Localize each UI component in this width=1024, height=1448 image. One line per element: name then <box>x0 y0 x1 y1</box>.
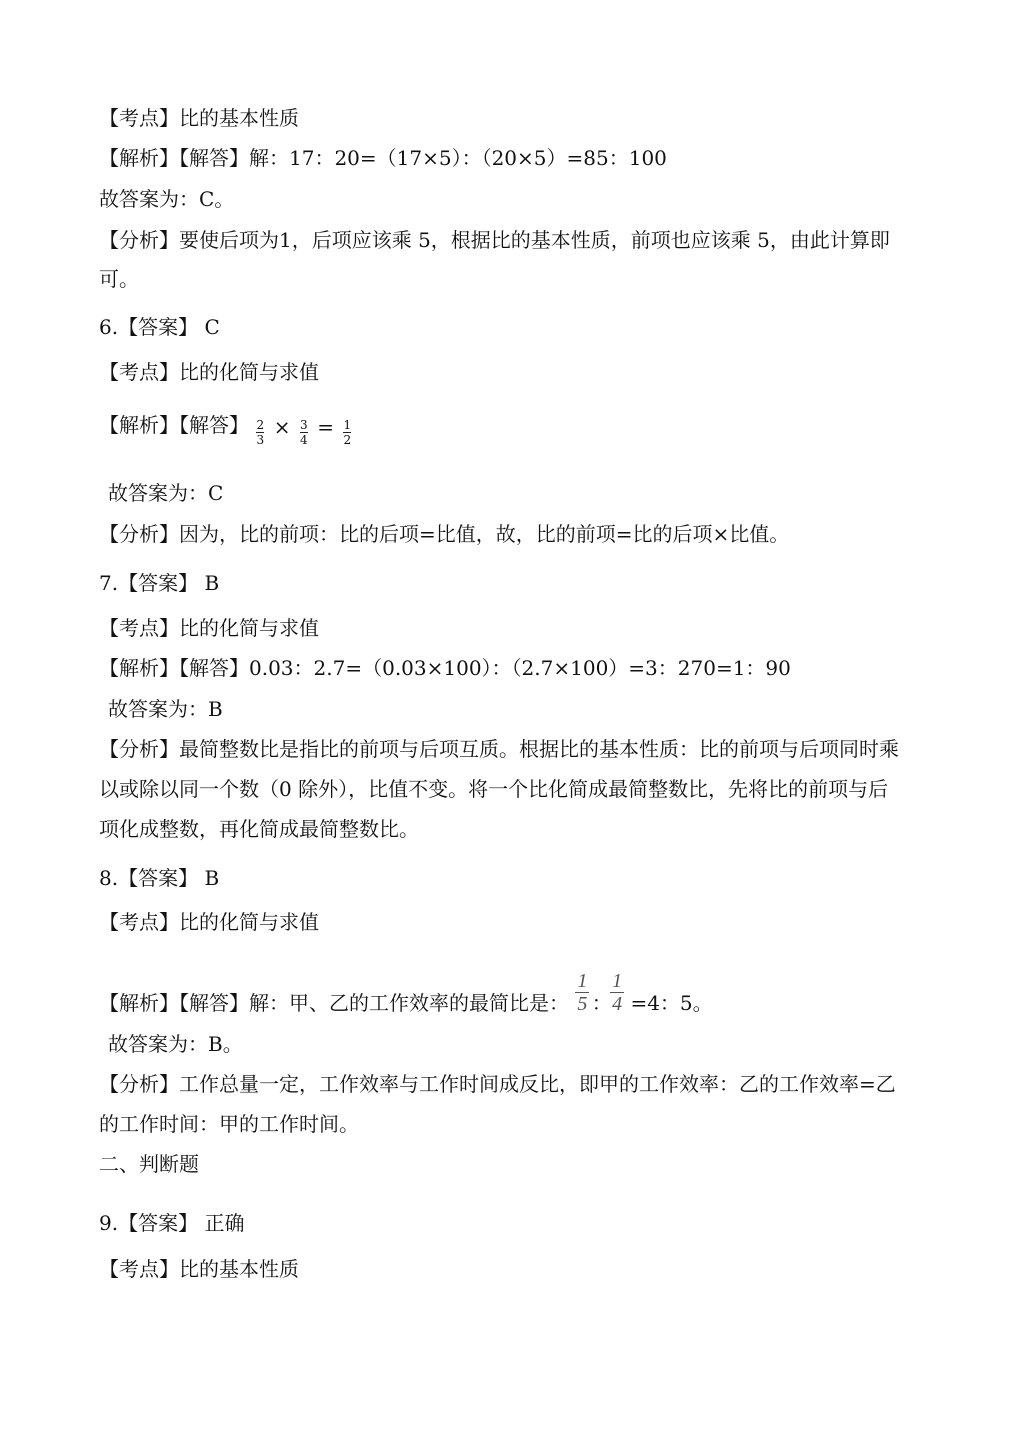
text-line: 【分析】最简整数比是指比的前项与后项互质。根据比的基本性质：比的前项与后项同时乘 <box>99 737 899 761</box>
numerator: 1 <box>343 418 352 432</box>
fraction <box>256 419 264 446</box>
numerator: 2 <box>256 418 265 432</box>
denominator: 4 <box>612 993 623 1015</box>
text-line: 【考点】比的基本性质 <box>99 106 299 130</box>
text-line: 故答案为：B <box>108 697 223 721</box>
denominator: 5 <box>577 993 588 1015</box>
text-line: 6.【答案】 C <box>99 315 220 339</box>
equals-sign: = <box>317 414 334 439</box>
text-line: 的工作时间：甲的工作时间。 <box>99 1112 359 1136</box>
denominator: 3 <box>256 433 265 447</box>
text-line: 9.【答案】 正确 <box>99 1211 245 1235</box>
text-line: 【考点】比的化简与求值 <box>99 360 319 384</box>
times-sign: × <box>273 414 291 439</box>
numerator: 3 <box>300 418 308 432</box>
fraction <box>343 419 351 446</box>
section-heading: 二、判断题 <box>99 1152 199 1176</box>
text-line: 【考点】比的基本性质 <box>99 1257 299 1281</box>
text-line: 项化成整数，再化简成最简整数比。 <box>99 817 419 841</box>
numerator: 1 <box>577 970 588 992</box>
ratio-sign: ： <box>591 991 612 1015</box>
text-line: 可。 <box>99 267 139 291</box>
text-line: 故答案为：C <box>108 481 224 505</box>
text-segment: =4：5。 <box>630 991 713 1015</box>
text-line: 【考点】比的化简与求值 <box>99 616 319 640</box>
fraction <box>610 972 624 1013</box>
numerator: 1 <box>612 970 623 992</box>
formula-line-6 <box>99 411 924 447</box>
text-line: 【分析】要使后项为1，后项应该乘 5，根据比的基本性质，前项也应该乘 5，由此计算即 <box>99 228 890 252</box>
fraction <box>300 419 308 446</box>
denominator: 4 <box>300 433 308 447</box>
text-line: 【分析】工作总量一定，工作效率与工作时间成反比，即甲的工作效率：乙的工作效率=乙 <box>99 1072 896 1096</box>
text-line: 故答案为：B。 <box>108 1032 243 1056</box>
text-line: 以或除以同一个数（0 除外），比值不变。将一个比化简成最简整数比，先将比的前项与后 <box>99 777 889 801</box>
fraction <box>575 972 589 1013</box>
text-line: 8.【答案】 B <box>99 866 220 890</box>
text-line: 【解析】【解答】解：17：20=（17×5）：（20×5）=85：100 <box>99 146 667 170</box>
text-line: 【分析】因为，比的前项：比的后项=比值，故，比的前项=比的后项×比值。 <box>99 522 790 546</box>
text-line: 【考点】比的化简与求值 <box>99 910 319 934</box>
text-line: 7.【答案】 B <box>99 571 220 595</box>
text-segment: 【解析】【解答】 <box>99 413 249 437</box>
text-segment: 【解析】【解答】解：甲、乙的工作效率的最简比是： <box>99 991 569 1015</box>
formula-line-8 <box>99 970 924 1025</box>
text-line: 【解析】【解答】0.03：2.7=（0.03×100）：（2.7×100）=3：270=1：90 <box>99 656 791 680</box>
denominator: 2 <box>343 433 352 447</box>
text-line: 故答案为：C。 <box>99 187 235 211</box>
